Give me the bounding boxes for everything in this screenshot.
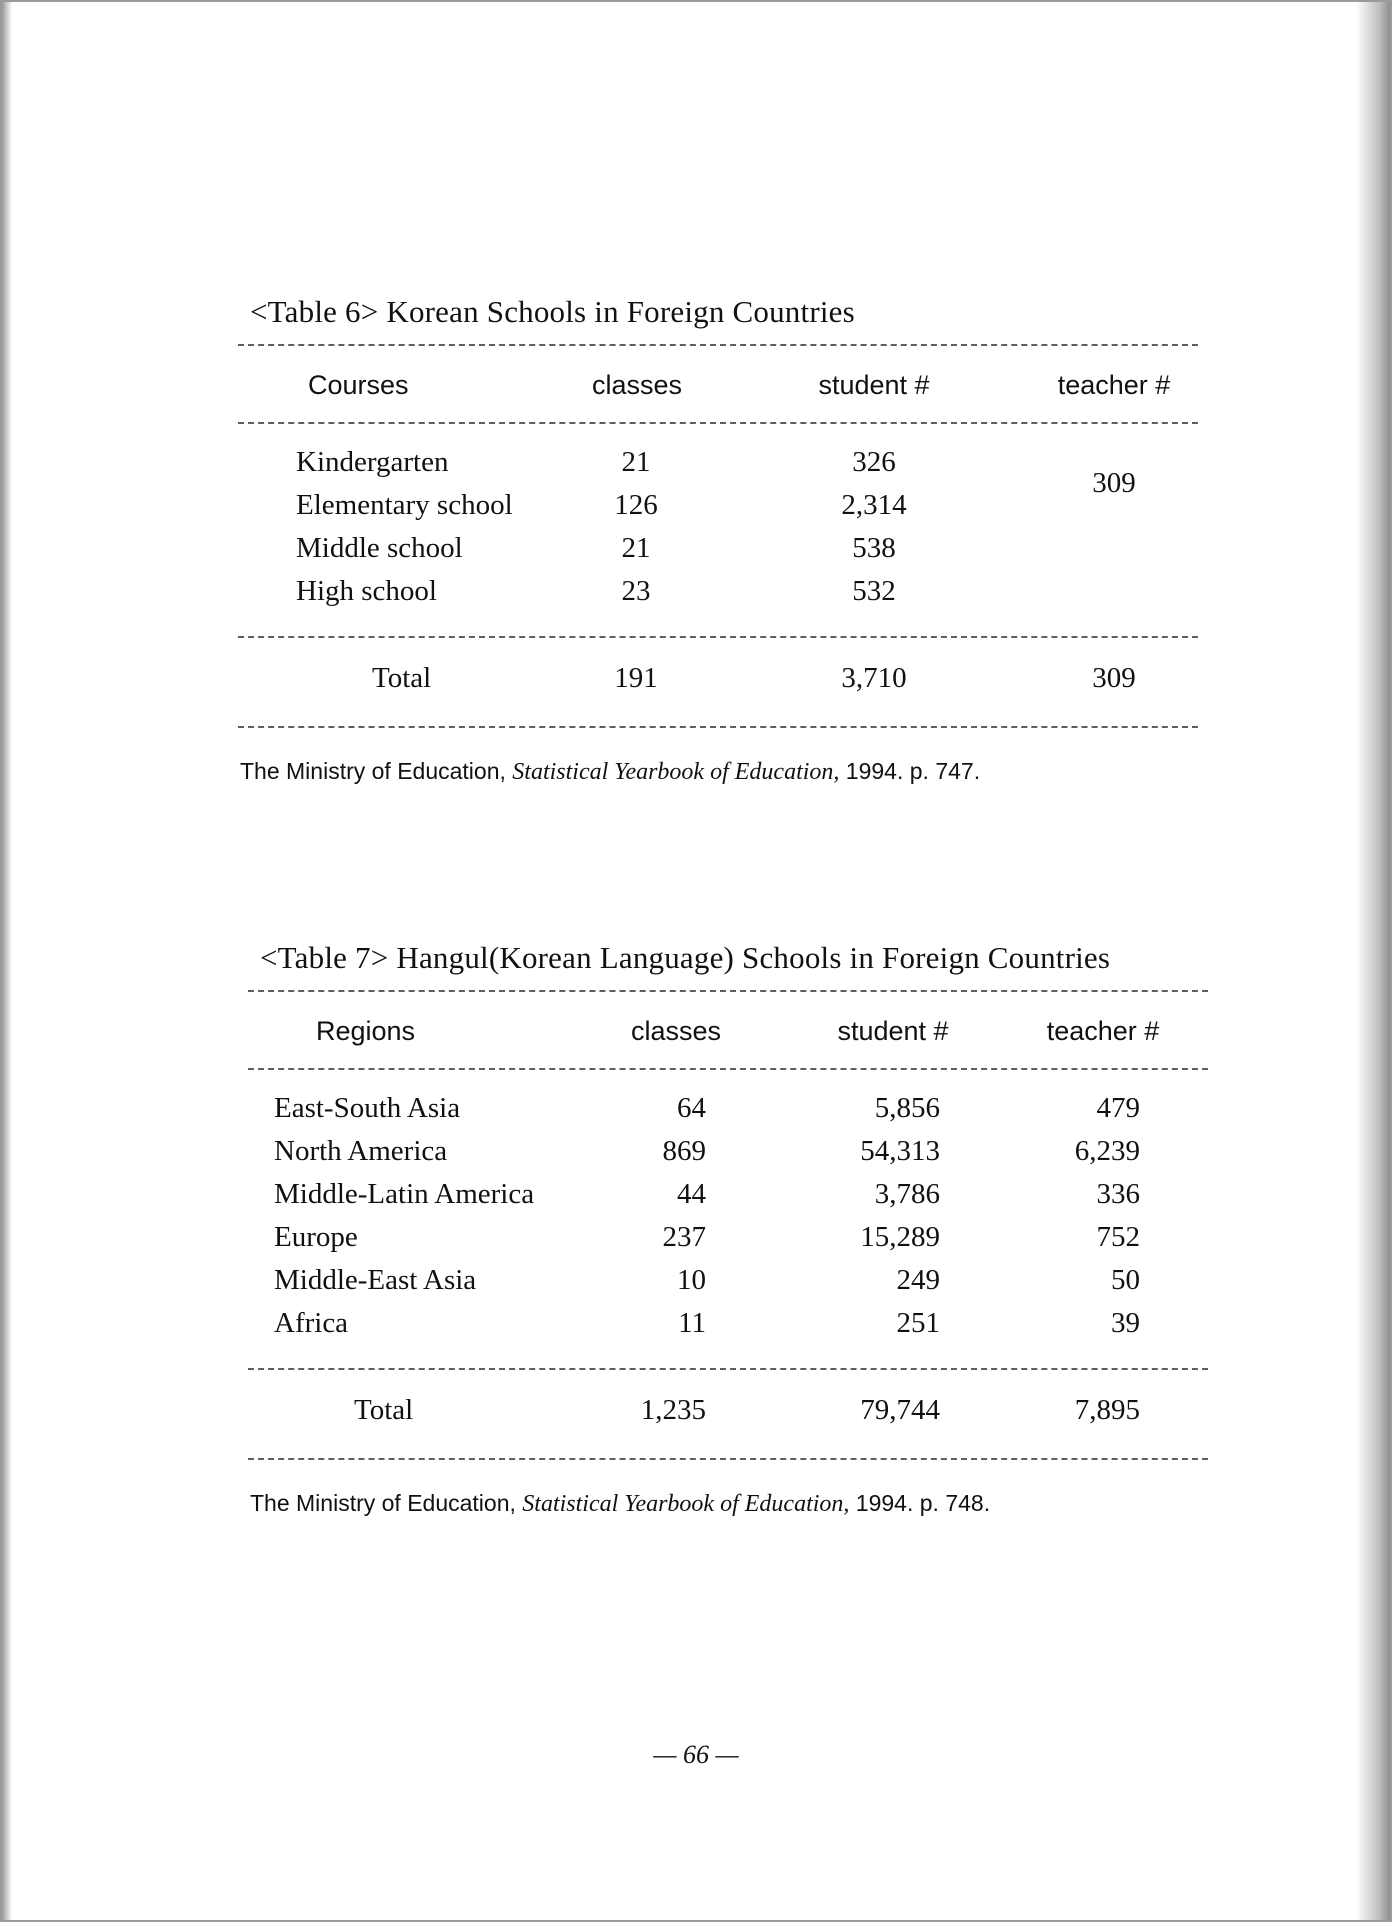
page-number: — 66 — bbox=[653, 1740, 739, 1769]
table-7-bottom-rule bbox=[248, 1458, 1208, 1460]
row-label: Middle-Latin America bbox=[274, 1178, 535, 1210]
table-row bbox=[238, 532, 1198, 575]
source-title: Statistical Yearbook of Education, bbox=[512, 759, 840, 785]
source-title: Statistical Yearbook of Education, bbox=[522, 1491, 850, 1517]
row-label: North America bbox=[274, 1135, 448, 1167]
table-row bbox=[248, 1307, 1208, 1350]
total-teachers: 7,895 bbox=[1074, 1394, 1140, 1426]
table-6-total-row bbox=[238, 638, 1198, 726]
teacher-count-merged: 309 bbox=[1092, 467, 1136, 499]
row-classes: 869 bbox=[662, 1135, 706, 1167]
row-teachers: 6,239 bbox=[1074, 1135, 1140, 1167]
table-7-header-rule bbox=[248, 1068, 1208, 1070]
row-label: High school bbox=[296, 575, 437, 607]
row-teachers: 752 bbox=[1096, 1221, 1140, 1253]
header-classes: classes bbox=[630, 1016, 722, 1046]
row-label: East-South Asia bbox=[274, 1092, 461, 1124]
row-students: 326 bbox=[852, 446, 896, 478]
row-classes: 23 bbox=[621, 575, 651, 607]
table-row bbox=[248, 1221, 1208, 1264]
table-7 bbox=[248, 936, 1208, 1518]
row-classes: 126 bbox=[614, 489, 658, 521]
table-6-header-row bbox=[238, 352, 1198, 422]
source-page: 1994. p. 748. bbox=[855, 1490, 991, 1516]
table-row bbox=[248, 1178, 1208, 1221]
table-row bbox=[248, 1092, 1208, 1135]
row-teachers: 479 bbox=[1096, 1092, 1140, 1124]
table-6-top-rule bbox=[238, 344, 1198, 346]
total-label: Total bbox=[354, 1394, 414, 1426]
total-teachers: 309 bbox=[1092, 662, 1136, 694]
row-label: Europe bbox=[274, 1221, 358, 1253]
row-teachers: 336 bbox=[1096, 1178, 1140, 1210]
row-label: Middle school bbox=[296, 532, 463, 564]
table-7-caption: <Table 7> Hangul(Korean Language) Schools in Foreign Countries bbox=[260, 940, 1111, 975]
table-row bbox=[248, 1135, 1208, 1178]
total-classes: 191 bbox=[614, 662, 658, 694]
table-7-top-rule bbox=[248, 990, 1208, 992]
table-6 bbox=[238, 290, 1198, 786]
row-classes: 21 bbox=[621, 446, 651, 478]
total-students: 3,710 bbox=[841, 662, 907, 694]
row-students: 5,856 bbox=[874, 1092, 940, 1124]
row-students: 532 bbox=[852, 575, 896, 607]
table-6-source bbox=[240, 758, 1198, 786]
header-teacher-count: teacher # bbox=[1057, 370, 1171, 400]
row-classes: 11 bbox=[678, 1307, 706, 1339]
row-classes: 44 bbox=[677, 1178, 706, 1210]
row-students: 251 bbox=[896, 1307, 940, 1339]
table-7-total-row bbox=[248, 1370, 1208, 1458]
row-classes: 10 bbox=[677, 1264, 706, 1296]
table-row bbox=[238, 575, 1198, 618]
header-courses: Courses bbox=[308, 370, 409, 400]
total-classes: 1,235 bbox=[640, 1394, 706, 1426]
table-7-body bbox=[248, 1070, 1208, 1368]
table-6-bottom-rule bbox=[238, 726, 1198, 728]
total-label: Total bbox=[372, 662, 432, 694]
row-label: Africa bbox=[274, 1307, 349, 1339]
row-students: 54,313 bbox=[860, 1135, 940, 1167]
row-classes: 237 bbox=[662, 1221, 706, 1253]
header-student-count: student # bbox=[818, 370, 930, 400]
header-teacher-count: teacher # bbox=[1046, 1016, 1160, 1046]
table-7-source bbox=[250, 1490, 1208, 1518]
row-label: Kindergarten bbox=[296, 446, 449, 478]
source-publisher: The Ministry of Education, bbox=[250, 1490, 516, 1516]
row-classes: 64 bbox=[677, 1092, 706, 1124]
row-students: 249 bbox=[896, 1264, 940, 1296]
row-label: Elementary school bbox=[296, 489, 513, 521]
row-classes: 21 bbox=[621, 532, 651, 564]
table-6-body bbox=[238, 424, 1198, 636]
source-page: 1994. p. 747. bbox=[845, 758, 981, 784]
row-students: 2,314 bbox=[841, 489, 907, 521]
header-regions: Regions bbox=[316, 1016, 416, 1046]
row-teachers: 50 bbox=[1111, 1264, 1140, 1296]
table-row bbox=[248, 1264, 1208, 1307]
row-teachers: 39 bbox=[1111, 1307, 1140, 1339]
row-students: 15,289 bbox=[860, 1221, 940, 1253]
row-students: 3,786 bbox=[874, 1178, 940, 1210]
table-7-header-row bbox=[248, 998, 1208, 1068]
total-students: 79,744 bbox=[860, 1394, 940, 1426]
row-students: 538 bbox=[852, 532, 896, 564]
source-publisher: The Ministry of Education, bbox=[240, 758, 506, 784]
header-student-count: student # bbox=[837, 1016, 949, 1046]
table-6-caption: <Table 6> Korean Schools in Foreign Countries bbox=[250, 294, 855, 329]
row-label: Middle-East Asia bbox=[274, 1264, 477, 1296]
header-classes: classes bbox=[592, 370, 683, 400]
